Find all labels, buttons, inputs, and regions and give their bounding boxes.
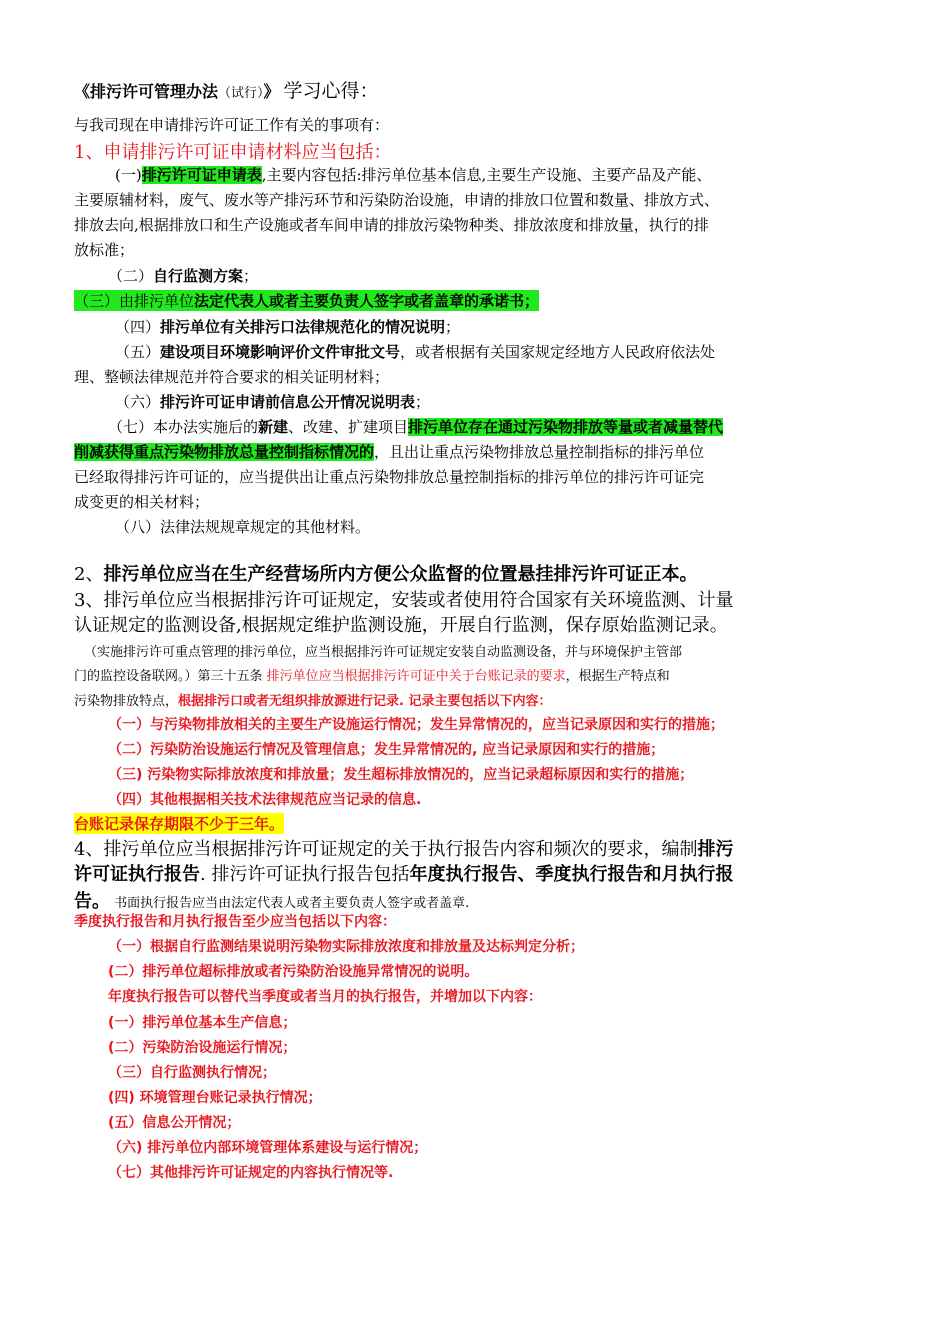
section3-line5: 污染物排放特点，根据排污口或者无组织排放源进行记录. 记录主要包括以下内容： [74,694,552,709]
s1-item5-line2: 理、整顿法律规范并符合要求的相关证明材料； [74,368,390,386]
s1-item7-line2: 削减获得重点污染物排放总量控制指标情况的，且出让重点污染物排放总量控制指标的排污单位 [74,443,705,461]
s1-item8: （八）法律法规规章规定的其他材料。 [115,518,371,536]
section3-line3: （实施排污许可重点管理的排污单位，应当根据排污许可证规定安装自动监测设备，并与环境保护主管部 [84,645,683,660]
annual-item: （七）其他排污许可证规定的内容执行情况等. [108,1165,394,1181]
s1-item1-line1: (一)排污许可证申请表,主要内容包括:排污单位基本信息,主要生产设施、主要产品及产能、 [115,166,712,184]
quarterly-item: (二）排污单位超标排放或者污染防治设施异常情况的说明。 [108,964,479,980]
quarterly-item: （一）根据自行监测结果说明污染物实际排放浓度和排放量及达标判定分析； [108,939,584,955]
annual-item: (五）信息公开情况； [108,1115,241,1131]
ledger-item: （四）其他根据相关技术法律规范应当记录的信息. [108,792,422,808]
section3-line1: 3、排污单位应当根据排污许可证规定，安装或者使用符合国家有关环境监测、计量 [74,590,734,611]
annual-item: （六) 排污单位内部环境管理体系建设与运行情况； [108,1140,428,1156]
s1-item2: （二）自行监测方案； [108,267,259,285]
s1-item3: （三）由排污单位法定代表人或者主要负责人签字或者盖章的承诺书； [74,292,540,310]
s1-item7-line3: 已经取得排污许可证的，应当提供出让重点污染物排放总量控制指标的排污单位的排污许可证完 [74,468,705,486]
ledger-item: （三) 污染物实际排放浓度和排放量；发生超标排放情况的，应当记录超标原因和实行的措施； [108,767,694,783]
s1-item4: （四）排污单位有关排污口法律规范化的情况说明； [115,318,461,336]
annual-heading: 年度执行报告可以替代当季度或者当月的执行报告，并增加以下内容： [108,989,542,1005]
s1-item7-line1: （七）本办法实施后的新建、改建、扩建项目排污单位存在通过污染物排放等量或者减量替代 [108,418,724,436]
s1-item6: （六）排污许可证申请前信息公开情况说明表； [115,393,431,411]
retention-note: 台账记录保存期限不少于三年。 [74,815,285,833]
quarterly-heading: 季度执行报告和月执行报告至少应当包括以下内容： [74,914,396,930]
section4-line2: 许可证执行报告. 排污许可证执行报告包括年度执行报告、季度执行报告和月执行报 [74,864,734,885]
intro-line: 与我司现在申请排污许可证工作有关的事项有： [74,116,390,134]
section4-line3: 告。 书面执行报告应当由法定代表人或者主要负责人签字或者盖章. [74,891,470,912]
doc-title: 《排污许可管理办法（试行）》 学习心得： [74,80,379,102]
ledger-item: （二）污染防治设施运行情况及管理信息；发生异常情况的, 应当记录原因和实行的措施； [108,742,665,758]
section3-line2: 认证规定的监测设备,根据规定维护监测设施，开展自行监测，保存原始监测记录。 [74,615,728,636]
s1-item7-line4: 成变更的相关材料； [74,493,210,511]
s1-item1-line2: 主要原辅材料，废气、废水等产排污环节和污染防治设施，申请的排放口位置和数量、排放方式、 [74,191,720,209]
section3-line4: 门的监控设备联网。）第三十五条 排污单位应当根据排污许可证中关于台账记录的要求，根据生产特点和 [74,669,670,684]
section4-line1: 4、排污单位应当根据排污许可证规定的关于执行报告内容和频次的要求，编制排污 [74,839,734,860]
ledger-item: （一）与污染物排放相关的主要生产设施运行情况；发生异常情况的，应当记录原因和实行的措施； [108,717,724,733]
section2: 2、排污单位应当在生产经营场所内方便公众监督的位置悬挂排污许可证正本。 [74,564,698,585]
annual-item: (二）污染防治设施运行情况； [108,1040,297,1056]
annual-item: (四) 环境管理台账记录执行情况； [108,1090,322,1106]
annual-item: （三）自行监测执行情况； [108,1065,276,1081]
s1-item1-line4: 放标准； [74,241,135,259]
section1-heading: 1、申请排污许可证申请材料应当包括： [74,142,392,163]
s1-item5-line1: （五）建设项目环境影响评价文件审批文号，或者根据有关国家规定经地方人民政府依法处 [115,343,716,361]
s1-item1-line3: 排放去向,根据排放口和生产设施或者车间申请的排放污染物种类、排放浓度和排放量，执行的排 [74,216,709,234]
annual-item: (一）排污单位基本生产信息； [108,1015,297,1031]
